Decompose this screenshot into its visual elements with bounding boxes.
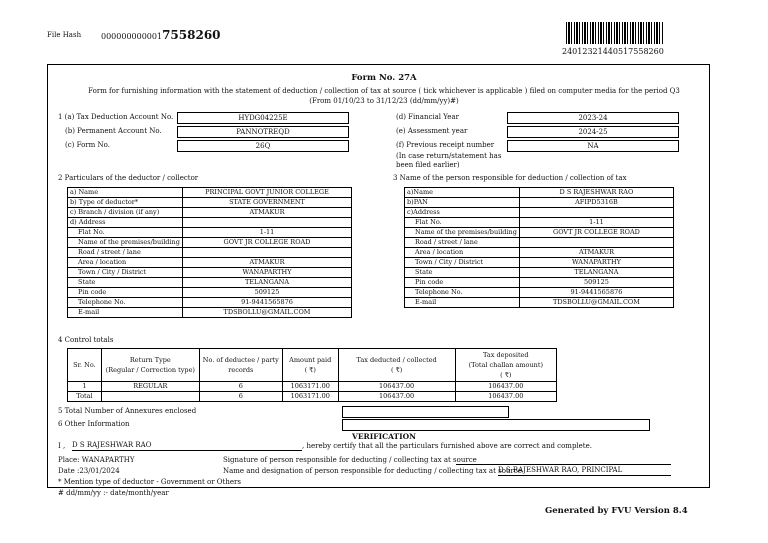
prev-receipt-label: (f) Previous receipt number	[396, 141, 495, 149]
deductor-row	[68, 298, 352, 308]
responsible-row	[405, 288, 674, 298]
other-info-field	[342, 419, 650, 431]
deductor-field-label: Area / location	[68, 258, 183, 268]
responsible-row	[405, 188, 674, 198]
prev-receipt-note-2: been filed earlier)	[396, 161, 460, 169]
deductor-field-label: Road / street / lane	[68, 248, 183, 258]
pan-label: (b) Permanent Account No.	[65, 127, 162, 135]
deductor-field-value: 1-11	[182, 228, 351, 238]
deductor-field-label: c) Branch / division (if any)	[68, 208, 183, 218]
tan-field: HYDG04225E	[177, 112, 349, 124]
deductor-row	[68, 198, 352, 208]
deductor-field-value: ATMAKUR	[182, 208, 351, 218]
responsible-field-value: ATMAKUR	[519, 248, 673, 258]
deductor-row	[68, 288, 352, 298]
certify-text: , hereby certify that all the particulars furnished above are correct and complete.	[302, 442, 592, 450]
deductor-field-value: 509125	[182, 288, 351, 298]
deductor-row	[68, 208, 352, 218]
deductor-row	[68, 268, 352, 278]
responsible-row	[405, 258, 674, 268]
deductor-field-value: TDSBOLLU@GMAIL.COM	[182, 308, 351, 318]
deductor-field-label: Pin code	[68, 288, 183, 298]
responsible-row	[405, 198, 674, 208]
control-totals-row	[68, 392, 557, 402]
deductor-row	[68, 228, 352, 238]
verifier-name: D S RAJESHWAR RAO	[72, 441, 302, 451]
responsible-row	[405, 248, 674, 258]
fvu-version-footer: Generated by FVU Version 8.4	[545, 506, 688, 516]
responsible-field-value: D S RAJESHWAR RAO	[519, 188, 673, 198]
header-amount-paid: Amount paid ( ₹)	[282, 349, 338, 382]
deductor-section-title: 2 Particulars of the deductor / collector	[58, 174, 199, 182]
deductor-field-value: WANAPARTHY	[182, 268, 351, 278]
control-cell-deducted: 106437.00	[338, 392, 455, 402]
responsible-field-value: 1-11	[519, 218, 673, 228]
designation-value: D S RAJESHWAR RAO, PRINCIPAL	[498, 466, 671, 476]
form-title: Form No. 27A	[351, 73, 417, 83]
responsible-field-label: Area / location	[405, 248, 520, 258]
control-cell-sr: 1	[68, 382, 102, 392]
deductor-row	[68, 188, 352, 198]
responsible-row	[405, 268, 674, 278]
deductor-field-value: STATE GOVERNMENT	[182, 198, 351, 208]
form-subtitle: Form for furnishing information with the statement of deduction / collection of tax at source ( tick whichever is applicable ) filed on computer media for the period Q3	[88, 87, 680, 95]
form-no-field: 26Q	[177, 140, 349, 152]
deductor-field-label: Town / City / District	[68, 268, 183, 278]
control-cell-deposited: 106437.00	[455, 382, 556, 392]
responsible-field-label: b)PAN	[405, 198, 520, 208]
header-tax-deposited: Tax deposited (Total challan amount) ( ₹)	[455, 349, 556, 382]
responsible-field-label: E-mail	[405, 298, 520, 308]
header-return-type: Return Type (Regular / Correction type)	[101, 349, 199, 382]
responsible-field-label: Flat No.	[405, 218, 520, 228]
file-hash-suffix: 7558260	[162, 28, 221, 42]
control-totals-table	[67, 348, 557, 402]
deductor-field-label: E-mail	[68, 308, 183, 318]
responsible-field-label: Town / City / District	[405, 258, 520, 268]
header-sr-no: Sr. No.	[68, 349, 102, 382]
responsible-field-label: Road / street / lane	[405, 238, 520, 248]
deductor-field-label: State	[68, 278, 183, 288]
responsible-row	[405, 278, 674, 288]
control-cell-records: 6	[199, 382, 282, 392]
date-format-note: # dd/mm/yy :- date/month/year	[58, 489, 169, 497]
signature-label: Signature of person responsible for deducting / collecting tax at source	[223, 456, 477, 464]
deductor-field-value	[182, 248, 351, 258]
verification-title: VERIFICATION	[352, 432, 416, 441]
designation-label: Name and designation of person responsible for deducting / collecting tax at source	[223, 467, 522, 475]
verification-place: Place: WANAPARTHY	[58, 456, 135, 464]
file-hash-label: File Hash	[47, 31, 82, 39]
prev-receipt-field: NA	[507, 140, 679, 152]
responsible-field-label: a)Name	[405, 188, 520, 198]
responsible-field-value: 509125	[519, 278, 673, 288]
deductor-row	[68, 278, 352, 288]
header-tax-deducted: Tax deducted / collected ( ₹)	[338, 349, 455, 382]
prev-receipt-note-1: (In case return/statement has	[396, 152, 502, 160]
ay-field: 2024-25	[507, 126, 679, 138]
control-cell-deposited: 106437.00	[455, 392, 556, 402]
control-cell-type: REGULAR	[101, 382, 199, 392]
control-cell-amount: 1063171.00	[282, 382, 338, 392]
deductor-field-label: Telephone No.	[68, 298, 183, 308]
control-cell-amount: 1063171.00	[282, 392, 338, 402]
fy-field: 2023-24	[507, 112, 679, 124]
deductor-row	[68, 238, 352, 248]
other-info-label: 6 Other Information	[58, 420, 130, 428]
responsible-row	[405, 298, 674, 308]
file-hash-value	[101, 28, 221, 42]
annexures-label: 5 Total Number of Annexures enclosed	[58, 407, 197, 415]
form-no-label: (c) Form No.	[65, 141, 110, 149]
control-cell-sr: Total	[68, 392, 102, 402]
deductor-row	[68, 308, 352, 318]
deductor-field-label: a) Name	[68, 188, 183, 198]
responsible-field-value: TELANGANA	[519, 268, 673, 278]
responsible-field-value: 91-9441565876	[519, 288, 673, 298]
responsible-table	[404, 187, 674, 308]
responsible-row	[405, 208, 674, 218]
control-cell-records: 6	[199, 392, 282, 402]
responsible-field-label: Pin code	[405, 278, 520, 288]
responsible-field-label: c)Address	[405, 208, 520, 218]
barcode-image	[566, 22, 663, 44]
deductor-field-value: PRINCIPAL GOVT JUNIOR COLLEGE	[182, 188, 351, 198]
deductor-field-value: TELANGANA	[182, 278, 351, 288]
deductor-row	[68, 258, 352, 268]
deductor-field-value: 91-9441565876	[182, 298, 351, 308]
deductor-row	[68, 248, 352, 258]
responsible-field-label: State	[405, 268, 520, 278]
header-deductee-records: No. of deductee / party records	[199, 349, 282, 382]
control-totals-title: 4 Control totals	[58, 336, 114, 344]
annexures-field	[342, 406, 509, 418]
deductor-row	[68, 218, 352, 228]
deductor-type-note: * Mention type of deductor - Government or Others	[58, 478, 241, 486]
deductor-field-label: b) Type of deductor*	[68, 198, 183, 208]
responsible-field-value: TDSBOLLU@GMAIL.COM	[519, 298, 673, 308]
file-hash-prefix: 000000000001	[101, 32, 163, 41]
responsible-section-title: 3 Name of the person responsible for deduction / collection of tax	[393, 174, 627, 182]
responsible-field-value: WANAPARTHY	[519, 258, 673, 268]
deductor-field-label: Flat No.	[68, 228, 183, 238]
responsible-field-value	[519, 238, 673, 248]
deductor-field-value: ATMAKUR	[182, 258, 351, 268]
ay-label: (e) Assessment year	[396, 127, 468, 135]
control-cell-type	[101, 392, 199, 402]
signature-line	[456, 455, 671, 465]
control-totals-row	[68, 382, 557, 392]
responsible-row	[405, 228, 674, 238]
responsible-field-value: GOVT JR COLLEGE ROAD	[519, 228, 673, 238]
verification-date: Date :23/01/2024	[58, 467, 120, 475]
control-cell-deducted: 106437.00	[338, 382, 455, 392]
deductor-field-value: GOVT JR COLLEGE ROAD	[182, 238, 351, 248]
tan-label: 1 (a) Tax Deduction Account No.	[58, 113, 174, 121]
pan-field: PANNOTREQD	[177, 126, 349, 138]
deductor-field-label: Name of the premises/building	[68, 238, 183, 248]
deductor-table	[67, 187, 352, 318]
responsible-field-label: Name of the premises/building	[405, 228, 520, 238]
responsible-row	[405, 238, 674, 248]
verification-i-label: I ,	[58, 442, 66, 450]
responsible-field-label: Telephone No.	[405, 288, 520, 298]
responsible-field-value: AFIPD5316B	[519, 198, 673, 208]
fy-label: (d) Financial Year	[396, 113, 459, 121]
responsible-field-value	[519, 208, 673, 218]
responsible-row	[405, 218, 674, 228]
deductor-field-label: d) Address	[68, 218, 183, 228]
deductor-field-value	[182, 218, 351, 228]
form-period: (From 01/10/23 to 31/12/23 (dd/mm/yy)#)	[309, 97, 459, 105]
barcode-number: 24012321440517558260	[562, 47, 664, 56]
